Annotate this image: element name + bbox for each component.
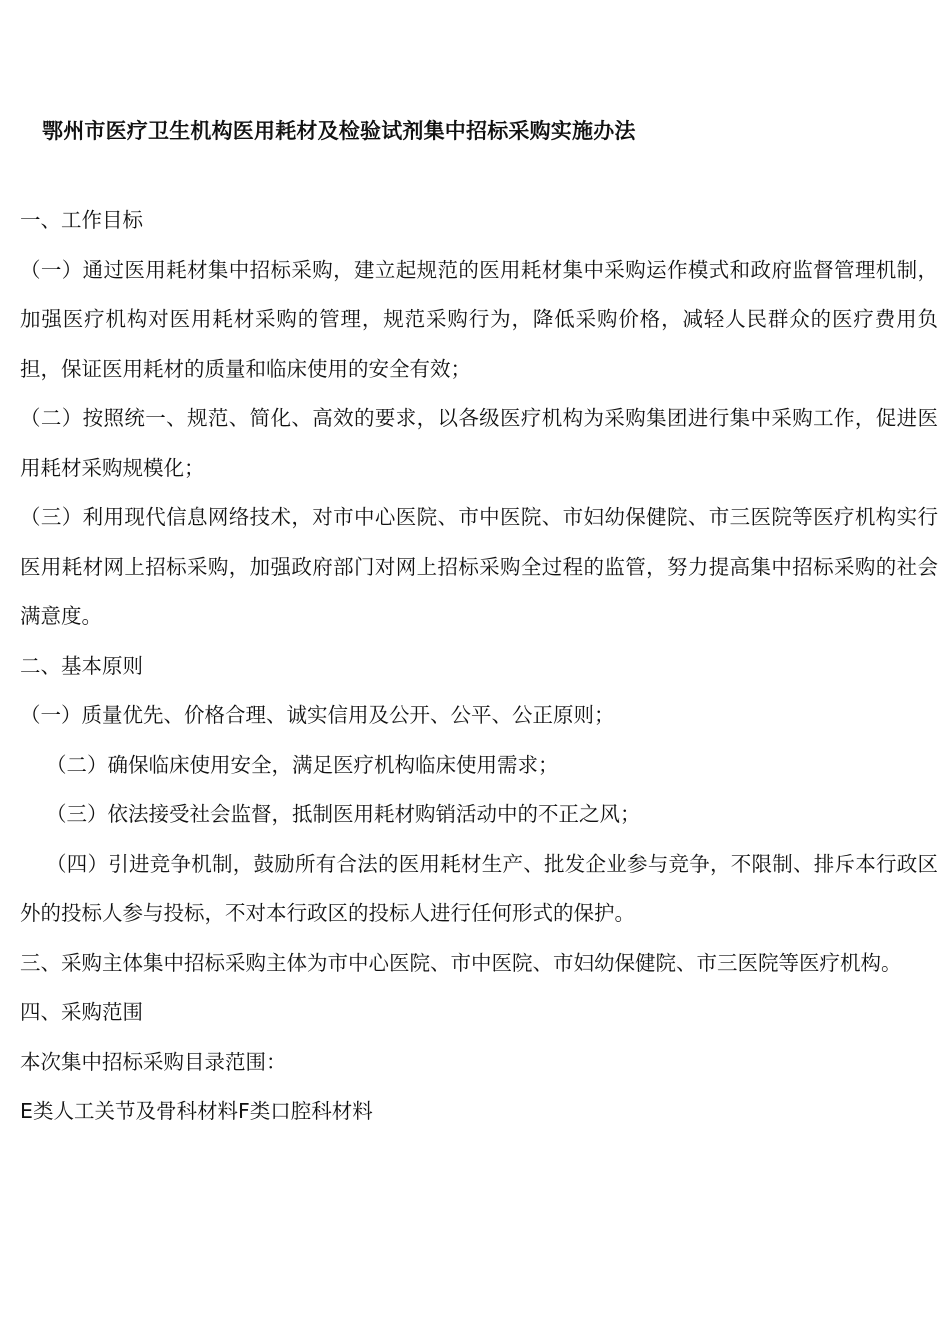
paragraph: （一）质量优先、价格合理、诚实信用及公开、公平、公正原则； bbox=[20, 703, 615, 727]
paragraph: （三）依法接受社会监督，抵制医用耗材购销活动中的不正之风； bbox=[46, 802, 641, 826]
section-heading: 二、基本原则 bbox=[20, 653, 143, 678]
paragraph: E类人工关节及骨科材料F类口腔科材料 bbox=[20, 1099, 373, 1123]
document-body bbox=[20, 196, 938, 1137]
paragraph: （四）引进竞争机制，鼓励所有合法的医用耗材生产、批发企业参与竞争，不限制、排斥本行政区外的投标人参与投标，不对本行政区的投标人进行任何形式的保护。 bbox=[20, 851, 938, 925]
document-title: 鄂州市医疗卫生机构医用耗材及检验试剂集中招标采购实施办法 bbox=[42, 119, 636, 143]
section-heading: 一、工作目标 bbox=[20, 208, 143, 232]
paragraph: 三、采购主体集中招标采购主体为市中心医院、市中医院、市妇幼保健院、市三医院等医疗机构。 bbox=[20, 950, 902, 975]
paragraph: （一）通过医用耗材集中招标采购，建立起规范的医用耗材集中采购运作模式和政府监督管理机制，加强医疗机构对医用耗材采购的管理，规范采购行为，降低采购价格，减轻人民群众的医疗费用负担，保证医用耗材的质量和临床使用的安全有效； bbox=[20, 257, 938, 381]
paragraph: （二）确保临床使用安全，满足医疗机构临床使用需求； bbox=[46, 752, 559, 777]
paragraph: 本次集中招标采购目录范围： bbox=[20, 1049, 287, 1074]
paragraph: （三）利用现代信息网络技术，对市中心医院、市中医院、市妇幼保健院、市三医院等医疗机构实行医用耗材网上招标采购，加强政府部门对网上招标采购全过程的监管，努力提高集中招标采购的社会满意度。 bbox=[20, 505, 938, 628]
paragraph: （二）按照统一、规范、简化、高效的要求，以各级医疗机构为采购集团进行集中采购工作，促进医用耗材采购规模化； bbox=[20, 406, 938, 480]
section-heading: 四、采购范围 bbox=[20, 1000, 143, 1024]
